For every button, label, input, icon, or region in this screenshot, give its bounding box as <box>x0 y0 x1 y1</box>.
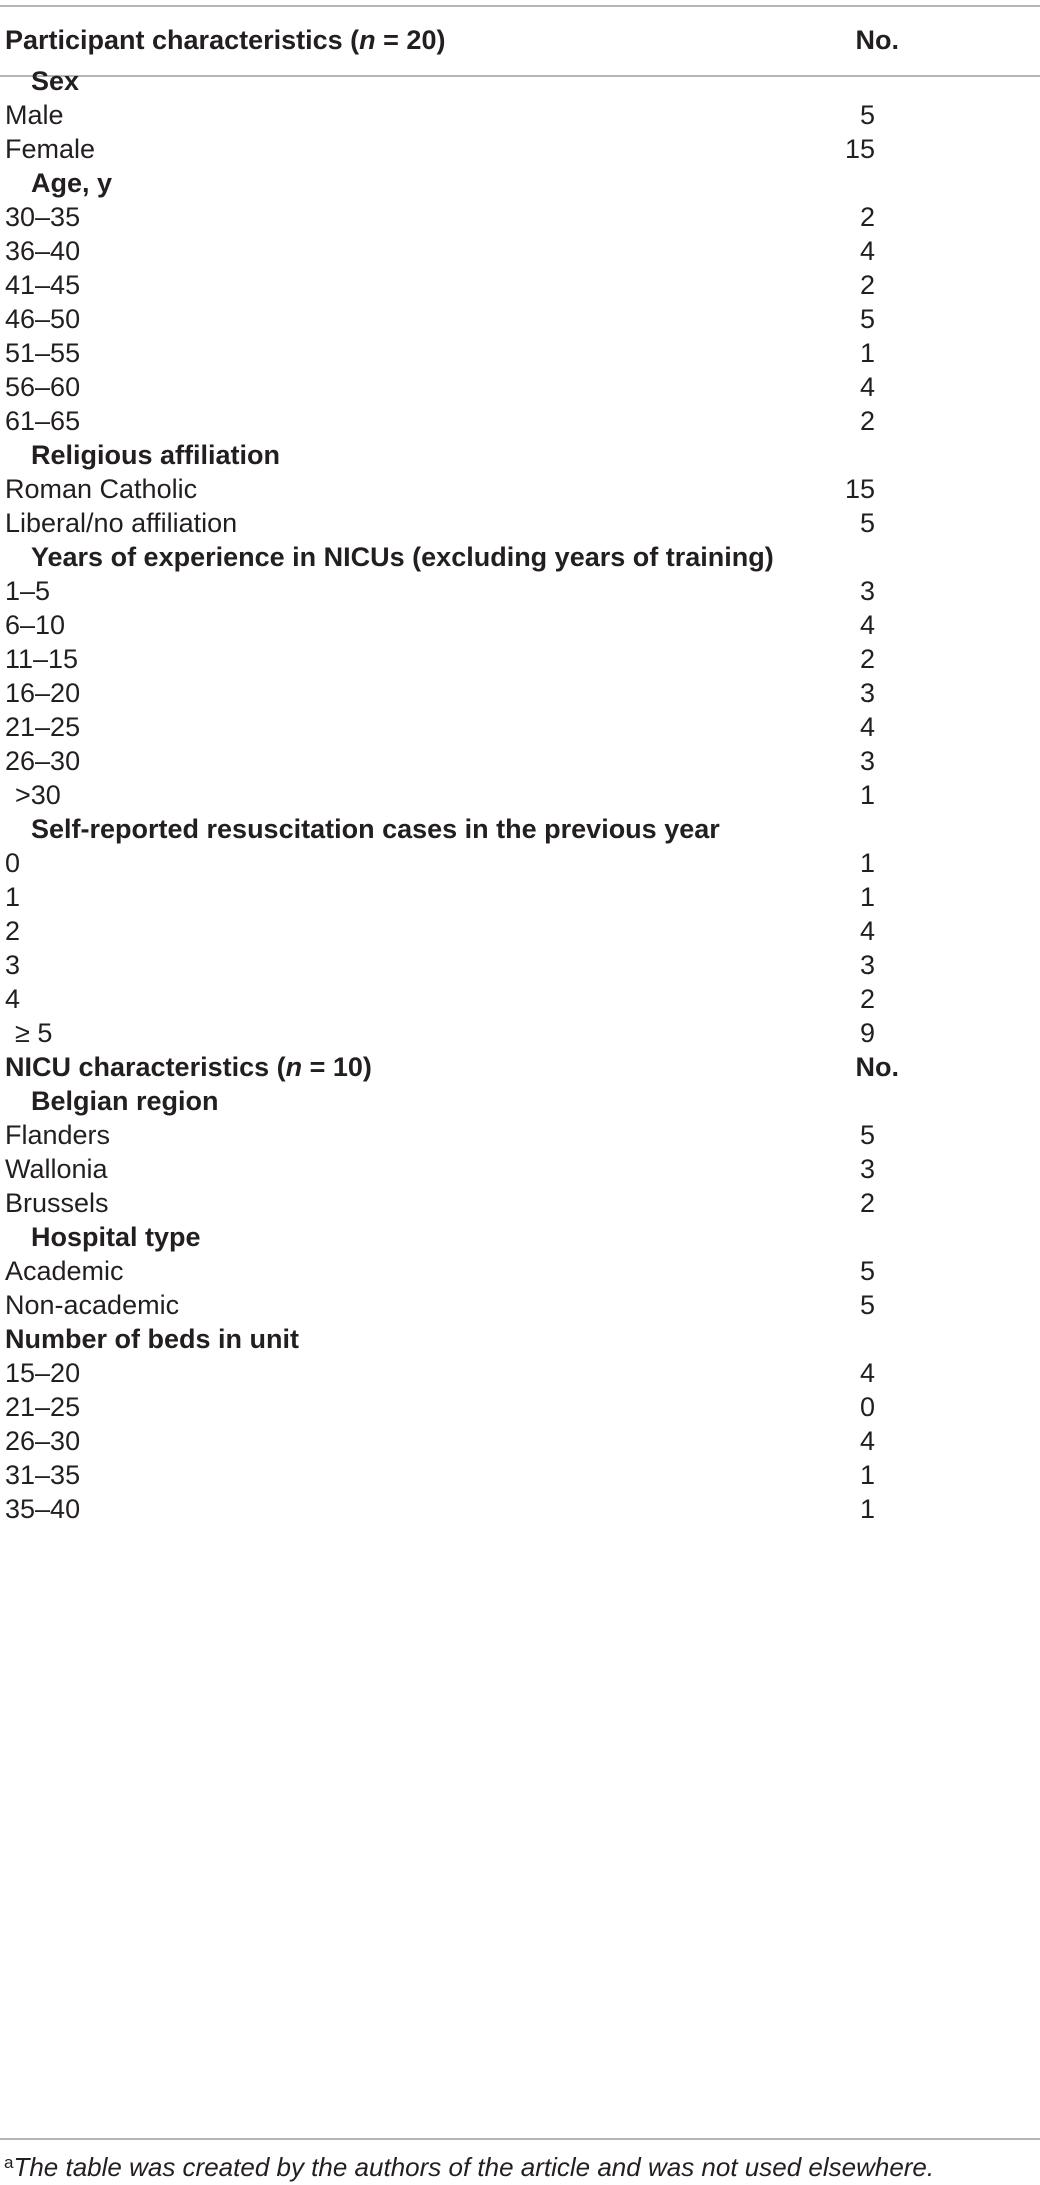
row-label: 46–50 <box>5 303 81 334</box>
row-label: 1–5 <box>5 575 51 606</box>
row-count: 4 <box>859 235 875 266</box>
footnote-marker: a <box>4 2153 14 2172</box>
row-label: 51–55 <box>5 337 81 368</box>
row-label: Female <box>5 133 96 164</box>
row-count: 2 <box>859 1187 875 1218</box>
row-label: 16–20 <box>5 677 81 708</box>
row-count: 1 <box>859 779 875 810</box>
section-heading: Sex <box>31 65 80 96</box>
row-count: 2 <box>859 643 875 674</box>
row-count: 3 <box>859 575 875 606</box>
row-label: 21–25 <box>5 711 81 742</box>
row-count: 4 <box>859 1425 875 1456</box>
row-label: 31–35 <box>5 1459 81 1490</box>
row-label: 35–40 <box>5 1493 81 1524</box>
row-label: Brussels <box>5 1187 109 1218</box>
section-heading: Religious affiliation <box>31 439 281 470</box>
row-count: 1 <box>859 847 875 878</box>
row-count: 2 <box>859 405 875 436</box>
row-count: 15 <box>844 473 875 504</box>
row-count: 5 <box>859 1255 875 1286</box>
row-label: Male <box>5 99 64 130</box>
row-count: 4 <box>859 371 875 402</box>
row-label: 1 <box>5 881 21 912</box>
row-count: 4 <box>859 915 875 946</box>
nicu-header-label: NICU characteristics (n = 10) <box>5 1051 372 1082</box>
row-label: 56–60 <box>5 371 81 402</box>
row-label: 15–20 <box>5 1357 81 1388</box>
row-count: 1 <box>859 881 875 912</box>
row-label: 6–10 <box>5 609 66 640</box>
section-heading: Hospital type <box>31 1221 201 1252</box>
row-label: Flanders <box>5 1119 111 1150</box>
row-label: Academic <box>5 1255 124 1286</box>
row-count: 1 <box>859 337 875 368</box>
row-label: ≥ 5 <box>15 1017 53 1048</box>
row-label: 3 <box>5 949 21 980</box>
participant-header-label: Participant characteristics (n = 20) <box>5 25 446 55</box>
row-count: 2 <box>859 201 875 232</box>
section-heading: Years of experience in NICUs (excluding years of training) <box>31 541 774 572</box>
row-label: 41–45 <box>5 269 81 300</box>
row-count: 1 <box>859 1493 875 1524</box>
table-bottom-rule <box>0 2138 1040 2140</box>
row-label: 21–25 <box>5 1391 81 1422</box>
row-count: 0 <box>859 1391 875 1422</box>
row-count: 2 <box>859 983 875 1014</box>
row-count: 3 <box>859 677 875 708</box>
row-label: Liberal/no affiliation <box>5 507 238 538</box>
row-count: 4 <box>859 1357 875 1388</box>
row-count: 1 <box>859 1459 875 1490</box>
section-heading: Number of beds in unit <box>5 1323 299 1354</box>
row-count: 3 <box>859 745 875 776</box>
row-label: 26–30 <box>5 745 81 776</box>
nicu-header-no: No. <box>855 1051 899 1082</box>
row-label: 0 <box>5 847 21 878</box>
row-label: 4 <box>5 983 21 1014</box>
row-count: 4 <box>859 609 875 640</box>
row-label: 26–30 <box>5 1425 81 1456</box>
row-count: 3 <box>859 1153 875 1184</box>
row-label: 2 <box>5 915 21 946</box>
row-label: >30 <box>15 779 61 810</box>
row-count: 2 <box>859 269 875 300</box>
row-count: 5 <box>859 99 875 130</box>
row-count: 9 <box>859 1017 875 1048</box>
row-count: 5 <box>859 1119 875 1150</box>
footnote-text: The table was created by the authors of the article and was not used elsewhere. <box>13 2152 935 2182</box>
row-label: Wallonia <box>5 1153 108 1184</box>
row-label: 11–15 <box>5 643 79 674</box>
row-label: 36–40 <box>5 235 81 266</box>
row-count: 3 <box>859 949 875 980</box>
table-footnote <box>4 2152 934 2183</box>
section-heading: Belgian region <box>31 1085 219 1116</box>
section-heading: Age, y <box>31 167 113 198</box>
row-count: 5 <box>859 1289 875 1320</box>
row-count: 5 <box>859 303 875 334</box>
row-label: 30–35 <box>5 201 81 232</box>
row-count: 15 <box>844 133 875 164</box>
row-count: 5 <box>859 507 875 538</box>
participant-header-no: No. <box>855 25 899 55</box>
row-label: Non-academic <box>5 1289 180 1320</box>
row-count: 4 <box>859 711 875 742</box>
row-label: Roman Catholic <box>5 473 198 504</box>
section-heading: Self-reported resuscitation cases in the previous year <box>31 813 720 844</box>
row-label: 61–65 <box>5 405 81 436</box>
table-row <box>0 1486 1040 1533</box>
